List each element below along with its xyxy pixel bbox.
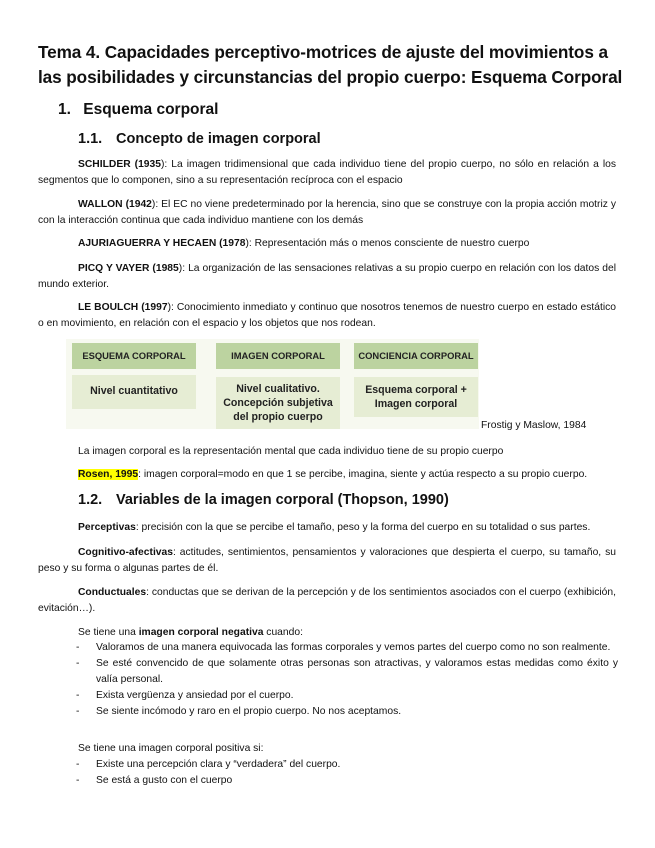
intro-text: Se tiene una [78, 627, 139, 638]
definition-author: AJURIAGUERRA Y HECAEN (1978 [78, 238, 246, 249]
intro-text: cuando: [263, 627, 303, 638]
diagram-body-esquema [72, 375, 196, 409]
list-item [76, 704, 618, 720]
highlighted-author: Rosen, 1995 [78, 469, 139, 480]
subsection-heading [78, 492, 449, 508]
positive-list [76, 757, 618, 789]
diagram-line: Esquema corporal + [365, 384, 467, 396]
list-item-text: Valoramos de una manera equivocada las formas corporales y vemos partes del cuerpo como no son realmente. [96, 642, 611, 653]
list-marker: - [76, 690, 80, 701]
list-marker: - [76, 759, 80, 770]
definition-text: ): Representación más o menos consciente de nuestro cuerpo [245, 238, 530, 249]
diagram-header-conciencia: CONCIENCIA CORPORAL [354, 343, 478, 369]
variable-text: : conductas que se derivan de la percepción y de los sentimientos asociados con el cuerpo (exhibición, evitación…). [38, 587, 616, 614]
list-marker: - [76, 642, 80, 653]
diagram-credit: Frostig y Maslow, 1984 [481, 420, 587, 431]
definition-picq-vayer [38, 261, 616, 293]
subsection-heading [78, 131, 321, 147]
list-item [76, 688, 618, 704]
variable-label: Cognitivo-afectivas [78, 547, 173, 558]
definition-author: SCHILDER (1935 [78, 159, 161, 170]
page-title: Tema 4. Capacidades perceptivo-motrices de ajuste del movimientos a las posibilidades y circunstancias del propio cuerpo: Esquema Corporal [38, 42, 623, 87]
rosen-text: : imagen corporal=modo en que 1 se percibe, imagina, siente y actúa respecto a su propio cuerpo. [138, 469, 588, 480]
definition-author: WALLON (1942 [78, 199, 152, 210]
variable-text: : precisión con la que se percibe el tamaño, peso y la forma del cuerpo en su totalidad o sus partes. [135, 522, 591, 533]
subsection-number: 1.2. [78, 492, 103, 508]
section-number: 1. [58, 101, 71, 118]
list-item-text: Se esté convencido de que solamente otras personas son atractivas, y valoramos estas medidas como éxito y valía personal. [96, 658, 618, 685]
list-item [76, 757, 618, 773]
subsection-title: Variables de la imagen corporal (Thopson, 1990) [116, 492, 449, 508]
definition-wallon [38, 197, 616, 229]
diagram-body-imagen [216, 377, 340, 429]
list-item-text: Se siente incómodo y raro en el propio cuerpo. No nos aceptamos. [96, 706, 402, 717]
diagram-header-esquema: ESQUEMA CORPORAL [72, 343, 196, 369]
image-definition: La imagen corporal es la representación mental que cada individuo tiene de su propio cuerpo [78, 446, 504, 457]
negative-intro [78, 625, 303, 641]
variable-label: Perceptivas [78, 522, 136, 533]
definition-author: PICQ Y VAYER (1985 [78, 263, 179, 274]
diagram-line: Imagen corporal [374, 398, 458, 410]
definition-le-boulch [38, 300, 616, 332]
negative-list [76, 640, 618, 720]
diagram-line: Nivel cuantitativo [90, 385, 178, 397]
diagram-header-imagen: IMAGEN CORPORAL [216, 343, 340, 369]
list-marker: - [76, 658, 80, 669]
list-item [76, 773, 618, 789]
list-item-text: Exista vergüenza y ansiedad por el cuerpo. [96, 690, 294, 701]
definition-text: ): Conocimiento inmediato y continuo que nosotros tenemos de nuestro cuerpo en estado estático o en movimiento, en relación con el espacio y los objetos que nos rodean. [38, 302, 616, 329]
variable-perceptivas [38, 520, 616, 536]
positive-intro: Se tiene una imagen corporal positiva si: [78, 743, 264, 754]
definition-text: ): La organización de las sensaciones relativas a su propio cuerpo en relación con los datos del mundo exterior. [38, 263, 616, 290]
list-item [76, 640, 618, 656]
list-marker: - [76, 706, 80, 717]
body-concepts-diagram [66, 339, 479, 429]
list-item [76, 656, 618, 688]
definition-ajuriaguerra [38, 236, 616, 252]
definition-text: ): La imagen tridimensional que cada individuo tiene del propio cuerpo, no sólo en relación a los segmentos que lo componen, sino a su representación recíproca con el espacio [38, 159, 617, 186]
diagram-body-conciencia [354, 377, 478, 417]
variable-conductuales [38, 585, 616, 617]
list-item-text: Se está a gusto con el cuerpo [96, 775, 233, 786]
definition-text: ): El EC no viene predeterminado por la herencia, sino que se construye con la propia acción motriz y con la interacción continua que cada individuo mantiene con los demás [38, 199, 616, 226]
subsection-title: Concepto de imagen corporal [116, 131, 321, 147]
variable-text: : actitudes, sentimientos, pensamientos y valoraciones que despierta el cuerpo, su tamaño, su peso y su forma o algunas partes de él. [38, 547, 616, 574]
diagram-line: Nivel cualitativo. [236, 383, 320, 395]
list-marker: - [76, 775, 80, 786]
rosen-definition [78, 467, 587, 483]
subsection-number: 1.1. [78, 131, 103, 147]
definition-author: LE BOULCH (1997 [78, 302, 168, 313]
definition-schilder [38, 157, 616, 189]
section-title: Esquema corporal [83, 101, 219, 118]
variable-label: Conductuales [78, 587, 147, 598]
negative-term: imagen corporal negativa [138, 627, 264, 638]
section-heading [58, 101, 219, 119]
diagram-line: Concepción subjetiva [223, 397, 333, 409]
diagram-line: del propio cuerpo [233, 411, 323, 423]
variable-cognitivo-afectivas [38, 545, 616, 577]
list-item-text: Existe una percepción clara y “verdadera” del cuerpo. [96, 759, 341, 770]
